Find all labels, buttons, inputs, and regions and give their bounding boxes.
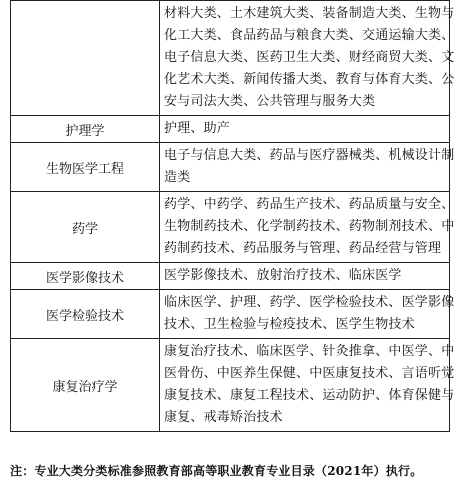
majors-cell [160,192,455,263]
table-row [11,143,450,192]
majors-line: 化工大类、食品药品与粮食大类、交通运输大类、 [164,28,455,43]
majors-cell [160,290,455,339]
category-cell: 药学 [11,192,160,263]
table-row [11,263,450,290]
category-cell: 生物医学工程 [11,143,160,192]
majors-cell [160,263,450,290]
category-cell: 医学检验技术 [11,290,160,339]
majors-line: 康复技术、康复工程技术、运动防护、体育保健与 [164,388,455,403]
majors-line: 电子信息大类、医药卫生大类、财经商贸大类、文 [164,50,455,65]
majors-line: 临床医学、护理、药学、医学检验技术、医学影像 [164,295,455,310]
majors-line: 材料大类、土木建筑大类、装备制造大类、生物与 [164,6,455,21]
majors-cell [160,1,455,116]
category-cell: 医学影像技术 [11,263,160,290]
majors-line: 医骨伤、中医养生保健、中医康复技术、言语听觉 [164,366,455,381]
major-mapping-table [10,0,455,432]
document [10,0,455,432]
majors-line: 康复治疗技术、临床医学、针灸推拿、中医学、中 [164,344,455,359]
majors-line: 康复、戒毒矫治技术 [164,410,283,425]
majors-cell [160,143,455,192]
majors-line: 造类 [164,170,191,185]
majors-line: 安与司法大类、公共管理与服务大类 [164,94,376,109]
majors-cell [160,116,450,143]
category-cell: 康复治疗学 [11,339,160,432]
table-row [11,339,450,432]
table-row [11,116,450,143]
majors-line: 药学、中药学、药品生产技术、药品质量与安全、 [164,197,455,212]
footnote: 注：专业大类分类标准参照教育部高等职业教育专业目录（2021年）执行。 [10,464,423,478]
majors-cell [160,339,455,432]
majors-line: 生物制药技术、化学制药技术、药物制剂技术、中 [164,219,455,234]
majors-line: 技术、卫生检验与检疫技术、医学生物技术 [164,317,415,332]
majors-line: 护理、助产 [164,121,231,136]
majors-line: 电子与信息大类、药品与医疗器械类、机械设计制 [164,148,455,163]
majors-line: 化艺术大类、新闻传播大类、教育与体育大类、公 [164,72,455,87]
table-row [11,192,450,263]
table-row [11,290,450,339]
category-cell [11,1,160,116]
majors-line: 医学影像技术、放射治疗技术、临床医学 [164,268,402,283]
majors-line: 药制药技术、药品服务与管理、药品经营与管理 [164,241,442,256]
category-cell: 护理学 [11,116,160,143]
table-row [11,1,450,116]
